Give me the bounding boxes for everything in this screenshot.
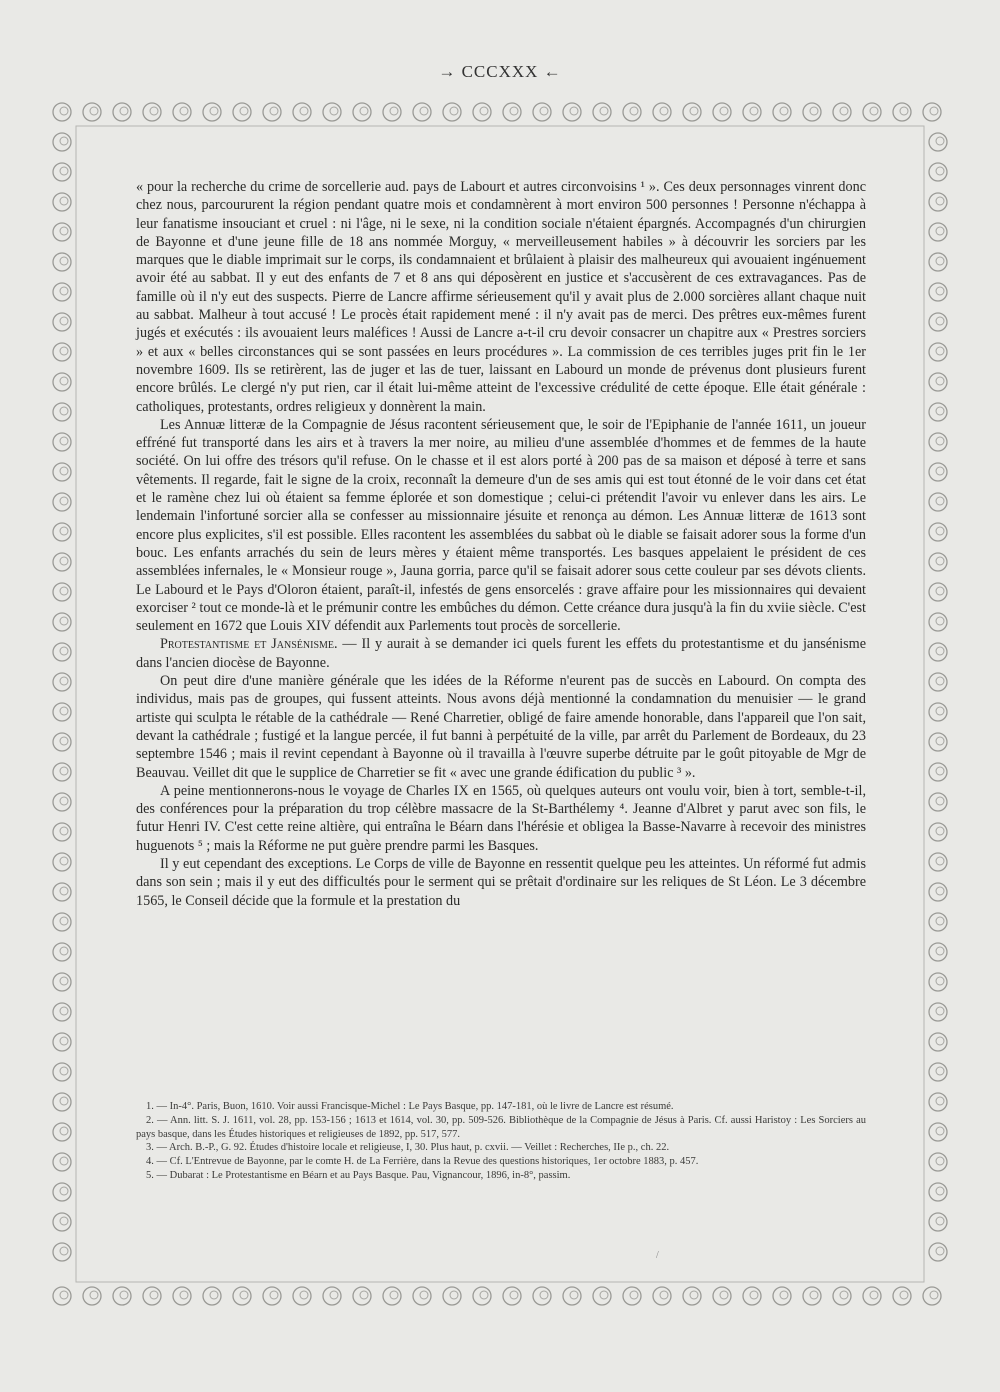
border-scroll-ornament	[323, 1287, 341, 1305]
border-scroll-ornament	[929, 253, 947, 271]
border-scroll-ornament	[653, 103, 671, 121]
border-scroll-ornament	[683, 103, 701, 121]
border-scroll-ornament	[929, 853, 947, 871]
border-scroll-ornament	[53, 703, 71, 721]
border-scroll-ornament	[53, 1063, 71, 1081]
border-scroll-ornament	[53, 433, 71, 451]
border-scroll-ornament	[83, 103, 101, 121]
border-scroll-ornament	[203, 1287, 221, 1305]
border-scroll-ornament	[413, 103, 431, 121]
border-scroll-ornament	[929, 583, 947, 601]
border-scroll-ornament	[263, 1287, 281, 1305]
border-scroll-ornament	[53, 373, 71, 391]
border-scroll-ornament	[53, 553, 71, 571]
border-scroll-ornament	[929, 403, 947, 421]
border-scroll-ornament	[53, 793, 71, 811]
border-scroll-ornament	[929, 883, 947, 901]
paragraph-5: A peine mentionnerons-nous le voyage de Charles IX en 1565, où quelques auteurs ont voulu voir, bien à tort, semble-t-il, des conférences pour la préparation du trop célèbre massacre de la St-Barthélemy ⁴. Jeanne d'Albret y parut avec son fils, le futur Henri IV. C'est cette reine altière, qui entraîna le Béarn dans l'hérésie et obligea la Basse-Navarre à recevoir des ministres huguenots ⁵ ; mais la Réforme ne put guère prendre parmi les Basques.	[136, 782, 866, 854]
border-scroll-ornament	[83, 1287, 101, 1305]
border-scroll-ornament	[53, 403, 71, 421]
border-scroll-ornament	[53, 343, 71, 361]
border-scroll-ornament	[53, 523, 71, 541]
border-scroll-ornament	[53, 823, 71, 841]
border-scroll-ornament	[593, 103, 611, 121]
border-scroll-ornament	[263, 103, 281, 121]
border-scroll-ornament	[233, 103, 251, 121]
border-scroll-ornament	[773, 1287, 791, 1305]
border-scroll-ornament	[533, 1287, 551, 1305]
border-scroll-ornament	[323, 103, 341, 121]
border-scroll-ornament	[929, 163, 947, 181]
border-scroll-ornament	[53, 463, 71, 481]
border-scroll-ornament	[473, 103, 491, 121]
footnote: 2. — Ann. litt. S. J. 1611, vol. 28, pp. 153-156 ; 1613 et 1614, vol. 30, pp. 509-526. Bibliothèque de la Compagnie de Jésus à Paris. Cf. aussi Haristoy : Les Sorciers au pays basque, dans les Études historiques et religieuses de 1892, pp. 517, 577.	[136, 1114, 866, 1140]
border-scroll-ornament	[53, 1003, 71, 1021]
border-scroll-ornament	[53, 1033, 71, 1051]
border-scroll-ornament	[53, 163, 71, 181]
border-scroll-ornament	[743, 1287, 761, 1305]
border-scroll-ornament	[53, 1093, 71, 1111]
paragraph-3	[136, 635, 866, 672]
border-scroll-ornament	[53, 613, 71, 631]
border-scroll-ornament	[53, 1213, 71, 1231]
border-scroll-ornament	[683, 1287, 701, 1305]
border-scroll-ornament	[593, 1287, 611, 1305]
border-scroll-ornament	[53, 913, 71, 931]
border-scroll-ornament	[533, 103, 551, 121]
section-heading: Protestantisme et Jansénisme.	[160, 636, 338, 653]
paragraph-3-text: — Il y aurait à se demander ici quels furent les effets du protestantisme et du jansénisme dans l'ancien diocèse de Bayonne.	[136, 636, 866, 671]
border-scroll-ornament	[53, 583, 71, 601]
border-scroll-ornament	[443, 1287, 461, 1305]
border-scroll-ornament	[53, 193, 71, 211]
page-number: → CCCXXX ←	[438, 62, 562, 81]
border-scroll-ornament	[203, 103, 221, 121]
border-scroll-ornament	[353, 1287, 371, 1305]
border-scroll-ornament	[473, 1287, 491, 1305]
border-scroll-ornament	[929, 433, 947, 451]
border-scroll-ornament	[53, 763, 71, 781]
border-scroll-ornament	[713, 1287, 731, 1305]
border-scroll-ornament	[803, 103, 821, 121]
border-scroll-ornament	[929, 913, 947, 931]
border-scroll-ornament	[929, 973, 947, 991]
border-scroll-ornament	[713, 103, 731, 121]
border-scroll-ornament	[929, 223, 947, 241]
border-scroll-ornament	[503, 1287, 521, 1305]
border-scroll-ornament	[929, 283, 947, 301]
border-scroll-ornament	[929, 793, 947, 811]
footnote: 4. — Cf. L'Entrevue de Bayonne, par le comte H. de La Ferrière, dans la Revue des questions historiques, 1er octobre 1883, p. 457.	[146, 1156, 699, 1168]
border-scroll-ornament	[893, 1287, 911, 1305]
border-scroll-ornament	[929, 673, 947, 691]
border-scroll-ornament	[113, 103, 131, 121]
border-scroll-ornament	[293, 1287, 311, 1305]
border-scroll-ornament	[929, 733, 947, 751]
border-scroll-ornament	[53, 943, 71, 961]
border-scroll-ornament	[863, 103, 881, 121]
border-scroll-ornament	[773, 103, 791, 121]
border-scroll-ornament	[623, 1287, 641, 1305]
border-scroll-ornament	[53, 883, 71, 901]
footnotes	[136, 1100, 866, 1183]
border-scroll-ornament	[53, 973, 71, 991]
border-scroll-ornament	[53, 313, 71, 331]
paragraph-1: « pour la recherche du crime de sorcellerie aud. pays de Labourt et autres circonvoisins ¹ ». Ces deux personnages vinrent donc chez nous, parcoururent la région pendant quatre mois et condamnèrent à mort environ 500 personnes ! Personne n'échappa à leur fanatisme insouciant et cruel : ni l'âge, ni le sexe, ni la condition sociale n'étaient épargnés. Accompagnés d'un chirurgien de Bayonne et d'une jeune fille de 18 ans nommée Morguy, « merveilleusement habiles » à découvrir les sorciers par les marques que le diable imprimait sur le corps, ils condamnaient et brûlaient à plaisir des malheureux qui avouaient ingénuement avoir été au sabbat. Il y eut des enfants de 7 et 8 ans qui déposèrent en justice et s'accusèrent de ces extravagances. Pas de famille où il n'y eut des suspects. Pierre de Lancre affirme sérieusement qu'il y avait plus de 2.000 sorcières allant chaque nuit au sabbat. Malheur à tout accusé ! Le procès était rapidement mené : il n'y avait pas de merci. Des prêtres eux-mêmes furent jugés et exécutés : ils avouaient leurs maléfices ! Aussi de Lancre a-t-il cru devoir consacrer un chapitre aux « Prestres sorciers » et aux « belles circonstances qui se sont passées en leurs procédures ». La commission de ces terribles juges prit fin le 1er novembre 1609. Ils se retirèrent, las de juger et las de tuer, laissant en Labourd un monde de prévenus dont plusieurs furent encore brûlés. Le clergé n'y put rien, car il était lui-même atteint de l'excessive crédulité de cette époque. Elle était générale : catholiques, protestants, ordres religieux y donnèrent la main.	[136, 179, 866, 415]
border-scroll-ornament	[923, 1287, 941, 1305]
border-scroll-ornament	[929, 823, 947, 841]
border-scroll-ornament	[929, 523, 947, 541]
border-scroll-ornament	[53, 1153, 71, 1171]
stray-mark: /	[656, 1250, 659, 1261]
border-scroll-ornament	[233, 1287, 251, 1305]
border-scroll-ornament	[383, 1287, 401, 1305]
border-scroll-ornament	[653, 1287, 671, 1305]
border-scroll-ornament	[929, 1243, 947, 1261]
border-scroll-ornament	[143, 1287, 161, 1305]
border-scroll-ornament	[53, 1123, 71, 1141]
border-scroll-ornament	[929, 1153, 947, 1171]
border-scroll-ornament	[929, 943, 947, 961]
border-scroll-ornament	[929, 463, 947, 481]
border-scroll-ornament	[929, 553, 947, 571]
border-scroll-ornament	[173, 103, 191, 121]
border-scroll-ornament	[803, 1287, 821, 1305]
paragraph-4: On peut dire d'une manière générale que les idées de la Réforme n'eurent pas de succès en Labourd. On compta des individus, mais pas de groupes, qui fussent atteints. Nous avons déjà mentionné la condamnation du menuisier — le grand artiste qui sculpta le rétable de la cathédrale — René Charretier, obligé de faire amende honorable, dans l'appareil que l'on sait, devant la cathédrale ; fustigé et la langue percée, il fut banni à perpétuité de la ville, par arrêt du Parlement de Bordeaux, du 23 septembre 1546 ; mais il revint cependant à Bayonne où il travailla à l'œuvre superbe détruite par le goût pitoyable de Mgr de Beauvau. Veillet dit que le supplice de Charretier se fit « avec une grande édification du public ³ ».	[136, 673, 866, 781]
border-scroll-ornament	[53, 853, 71, 871]
border-scroll-ornament	[53, 1287, 71, 1305]
border-scroll-ornament	[383, 103, 401, 121]
border-scroll-ornament	[623, 103, 641, 121]
border-scroll-ornament	[53, 643, 71, 661]
border-scroll-ornament	[53, 253, 71, 271]
border-scroll-ornament	[929, 1183, 947, 1201]
border-scroll-ornament	[53, 1243, 71, 1261]
border-scroll-ornament	[833, 1287, 851, 1305]
border-scroll-ornament	[413, 1287, 431, 1305]
border-scroll-ornament	[503, 103, 521, 121]
border-scroll-ornament	[929, 133, 947, 151]
border-scroll-ornament	[833, 103, 851, 121]
border-scroll-ornament	[929, 643, 947, 661]
border-scroll-ornament	[929, 1063, 947, 1081]
border-scroll-ornament	[929, 703, 947, 721]
border-scroll-ornament	[113, 1287, 131, 1305]
border-scroll-ornament	[143, 103, 161, 121]
footnote: 3. — Arch. B.-P., G. 92. Études d'histoire locale et religieuse, I, 30. Plus haut, p. cxvii. — Veillet : Recherches, IIe p., ch. 22.	[146, 1142, 670, 1154]
border-scroll-ornament	[53, 493, 71, 511]
border-scroll-ornament	[563, 1287, 581, 1305]
border-scroll-ornament	[563, 103, 581, 121]
border-scroll-ornament	[53, 103, 71, 121]
paragraph-2: Les Annuæ litteræ de la Compagnie de Jésus racontent sérieusement que, le soir de l'Epiphanie de l'année 1611, un joueur effréné fut transporté dans les airs et à travers la mer noire, au milieu d'une assemblée d'hommes et de femmes de la haute société. On lui offre des trésors qu'il refuse. On le chasse et il est alors porté à 200 pas de sa maison et déposé à terre et sans vêtements. Il regarde, fait le signe de la croix, reconnaît la demeure d'un de ses amis qui est tout étonné de le voir dans cet état et le ramène chez lui où étaient sa femme éplorée et son domestique ; celui-ci prétendit l'avoir vu enlever dans les airs. Le lendemain l'infortuné sorcier alla se confesser au missionnaire jésuite et renonça au démon. Les Annuæ litteræ de 1613 sont encore plus explicites, s'il est possible. Elles racontent les assemblées du sabbat où le diable se faisait adorer sous la forme d'un bouc. Les enfants arrachés du sein de leurs mères y étaient même transportés. Les basques appelaient le président de ces assemblées infernales, le « Monsieur rouge », Jauna gorria, parce qu'il se faisait adorer sous cette couleur par ses dévots clients. Le Labourd et le Pays d'Oloron étaient, paraît-il, infestés de gens ensorcelés : grave affaire pour les missionnaires qui devaient exorciser ² tout ce monde-là et le prémunir contre les embûches du démon. Cette créance dura jusqu'à la fin du xviie siècle. C'est seulement en 1672 que Louis XIV défendit aux Parlements tout procès de sorcellerie.	[136, 416, 866, 635]
border-scroll-ornament	[443, 103, 461, 121]
border-scroll-ornament	[53, 223, 71, 241]
border-scroll-ornament	[929, 1123, 947, 1141]
border-scroll-ornament	[53, 733, 71, 751]
border-scroll-ornament	[743, 103, 761, 121]
border-scroll-ornament	[173, 1287, 191, 1305]
border-scroll-ornament	[929, 1213, 947, 1231]
border-scroll-ornament	[929, 313, 947, 331]
border-scroll-ornament	[53, 133, 71, 151]
border-scroll-ornament	[923, 103, 941, 121]
border-scroll-ornament	[893, 103, 911, 121]
border-scroll-ornament	[929, 343, 947, 361]
border-scroll-ornament	[929, 1033, 947, 1051]
main-text	[136, 178, 866, 910]
border-scroll-ornament	[53, 283, 71, 301]
border-scroll-ornament	[929, 1003, 947, 1021]
border-scroll-ornament	[53, 673, 71, 691]
border-scroll-ornament	[53, 1183, 71, 1201]
border-scroll-ornament	[293, 103, 311, 121]
border-scroll-ornament	[929, 493, 947, 511]
border-scroll-ornament	[929, 763, 947, 781]
border-scroll-ornament	[929, 373, 947, 391]
footnote: 5. — Dubarat : Le Protestantisme en Béarn et au Pays Basque. Pau, Vignancour, 1896, in-8°, passim.	[146, 1169, 571, 1181]
border-scroll-ornament	[929, 613, 947, 631]
border-scroll-ornament	[929, 1093, 947, 1111]
border-scroll-ornament	[353, 103, 371, 121]
border-scroll-ornament	[863, 1287, 881, 1305]
paragraph-6: Il y eut cependant des exceptions. Le Corps de ville de Bayonne en ressentit quelque peu les atteintes. Un réformé fut admis dans son sein ; mais il y eut des difficultés pour le serment qui se prêtait d'ordinaire sur les reliques de St Léon. Le 3 décembre 1565, le Conseil décide que la formule et la prestation du	[136, 855, 866, 909]
border-scroll-ornament	[929, 193, 947, 211]
footnote: 1. — In-4°. Paris, Buon, 1610. Voir aussi Francisque-Michel : Le Pays Basque, pp. 147-181, où le livre de Lancre est résumé.	[146, 1101, 674, 1112]
